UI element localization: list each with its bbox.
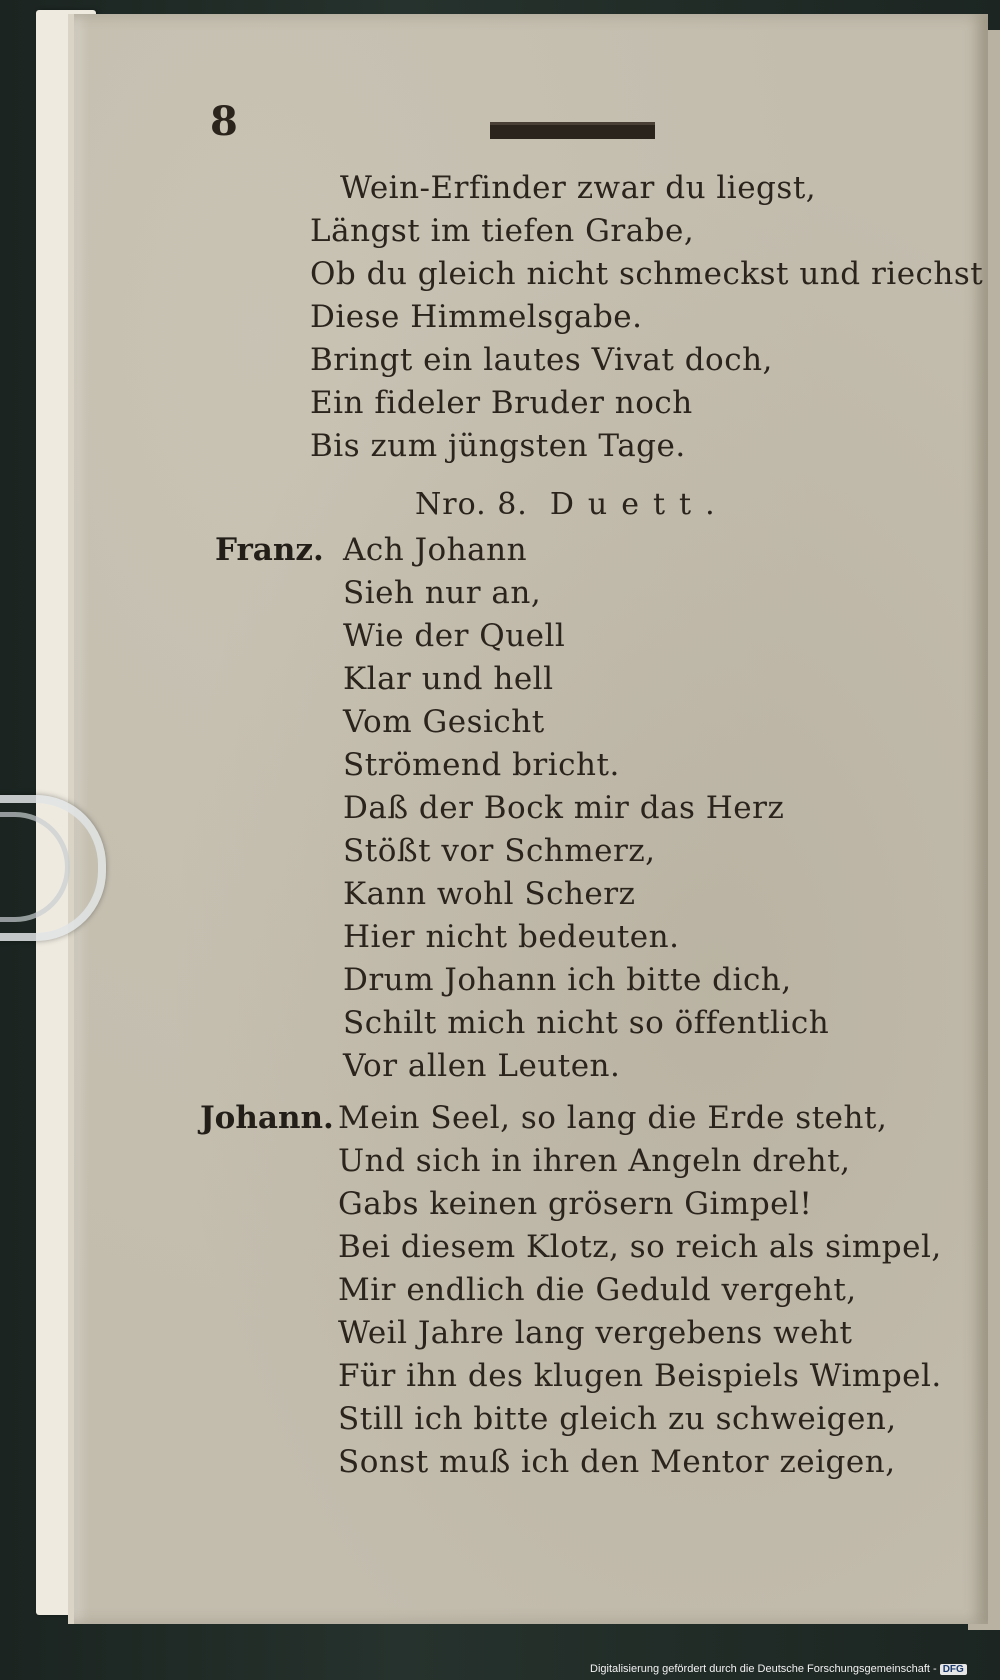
section-title [415,487,729,522]
page-number: 8 [210,98,238,145]
dfg-logo: DFG [940,1664,967,1675]
verse-line: Schilt mich nicht so öffentlich [343,1005,830,1041]
speaker-johann: Johann. [200,1100,334,1136]
verse-line: Sonst muß ich den Mentor zeigen, [338,1444,896,1480]
section-name: Duett. [549,487,729,522]
verse-line: Und sich in ihren Angeln dreht, [338,1143,851,1179]
verse-line: Hier nicht bedeuten. [343,919,680,955]
verse-line: Mir endlich die Geduld vergeht, [338,1272,857,1308]
verse-line: Ein fideler Bruder noch [310,385,693,421]
verse-line: Wie der Quell [343,618,566,654]
verse-line: Sieh nur an, [343,575,542,611]
speaker-franz: Franz. [215,532,324,568]
verse-line: Stößt vor Schmerz, [343,833,656,869]
credit-text: Digitalisierung gefördert durch die Deutsche Forschungsgemeinschaft - [590,1663,937,1675]
verse-line: Diese Himmelsgabe. [310,299,643,335]
verse-line: Bringt ein lautes Vivat doch, [310,342,773,378]
verse-line: Ob du gleich nicht schmeckst und riechst [310,256,984,292]
verse-line: Kann wohl Scherz [343,876,636,912]
verse-line: Still ich bitte gleich zu schweigen, [338,1401,897,1437]
verse-line: Längst im tiefen Grabe, [310,213,695,249]
section-number: Nro. 8. [415,487,528,522]
verse-line: Vor allen Leuten. [343,1048,621,1084]
verse-line: Für ihn des klugen Beispiels Wimpel. [338,1358,942,1394]
verse-line: Weil Jahre lang vergebens weht [338,1315,853,1351]
digitization-credit [590,1663,967,1675]
verse-line: Bei diesem Klotz, so reich als simpel, [338,1229,942,1265]
verse-line: Daß der Bock mir das Herz [343,790,785,826]
verse-line: Wein-Erfinder zwar du liegst, [340,170,817,206]
verse-line: Vom Gesicht [343,704,545,740]
verse-line: Gabs keinen grösern Gimpel! [338,1186,813,1222]
verse-line: Strömend bricht. [343,747,620,783]
verse-line: Klar und hell [343,661,554,697]
header-rule [490,122,655,139]
verse-line: Mein Seel, so lang die Erde steht, [338,1100,888,1136]
verse-line: Ach Johann [343,532,528,568]
verse-line: Bis zum jüngsten Tage. [310,428,686,464]
verse-line: Drum Johann ich bitte dich, [343,962,792,998]
